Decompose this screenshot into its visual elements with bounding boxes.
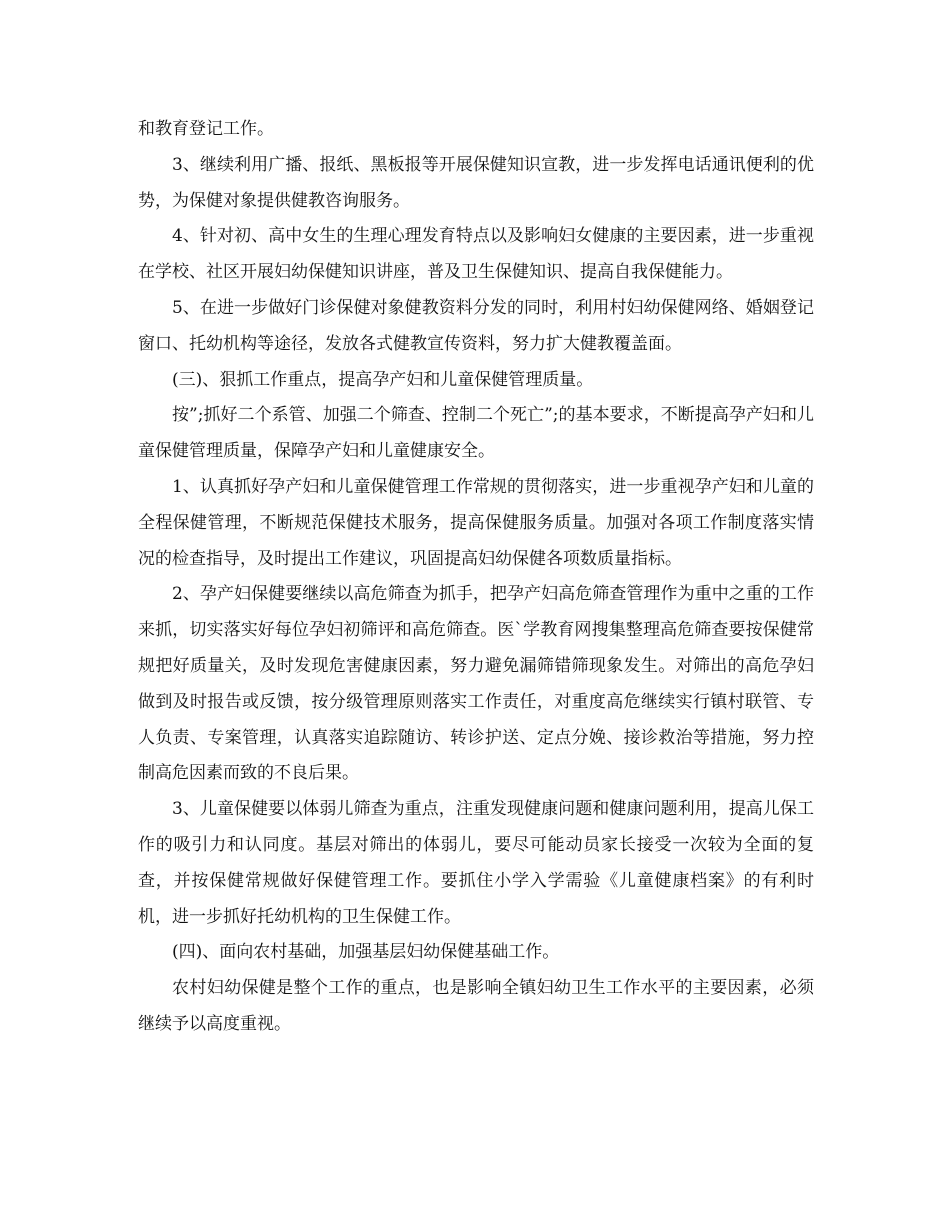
paragraph: 和教育登记工作。 — [138, 119, 274, 139]
paragraph: 3、继续利用广播、报纸、黑板报等开展保健知识宣教，进一步发挥电话通讯便利的优势，为保健对象提供健教咨询服务。 — [138, 154, 814, 211]
paragraph: 4、针对初、高中女生的生理心理发育特点以及影响妇女健康的主要因素，进一步重视在学校、社区开展妇幼保健知识讲座，普及卫生保健知识、提高自我保健能力。 — [138, 226, 814, 283]
paragraph: 3、儿童保健要以体弱儿筛查为重点，注重发现健康问题和健康问题利用，提高儿保工作的吸引力和认同度。基层对筛出的体弱儿，要尽可能动员家长接受一次较为全面的复查，并按保健常规做好保健管理工作。要抓住小学入学需验《儿童健康档案》的有利时机，进一步抓好托幼机构的卫生保健工作。 — [138, 799, 814, 927]
section-heading: (四)、面向农村基础，加强基层妇幼保健基础工作。 — [172, 942, 560, 963]
paragraph: 5、在进一步做好门诊保健对象健教资料分发的同时，利用村妇幼保健网络、婚姻登记窗口、托幼机构等途径，发放各式健教宣传资料，努力扩大健教覆盖面。 — [138, 297, 814, 354]
document-body — [138, 112, 814, 1043]
paragraph: 农村妇幼保健是整个工作的重点，也是影响全镇妇幼卫生工作水平的主要因素，必须继续予以高度重视。 — [138, 978, 814, 1034]
paragraph: 1、认真抓好孕产妇和儿童保健管理工作常规的贯彻落实，进一步重视孕产妇和儿童的全程保健管理，不断规范保健技术服务，提高保健服务质量。加强对各项工作制度落实情况的检查指导，及时提出工作建议，巩固提高妇幼保健各项数质量指标。 — [138, 476, 814, 569]
paragraph: 按”;抓好二个系管、加强二个筛查、控制二个死亡”;的基本要求，不断提高孕产妇和儿童保健管理质量，保障孕产妇和儿童健康安全。 — [138, 405, 814, 462]
paragraph: 2、孕产妇保健要继续以高危筛查为抓手，把孕产妇高危筛查管理作为重中之重的工作来抓，切实落实好每位孕妇初筛评和高危筛查。医`学教育网搜集整理高危筛查要按保健常规把好质量关，及时发现危害健康因素，努力避免漏筛错筛现象发生。对筛出的高危孕妇做到及时报告或反馈，按分级管理原则落实工作责任，对重度高危继续实行镇村联管、专人负责、专案管理，认真落实追踪随访、转诊护送、定点分娩、接诊救治等措施，努力控制高危因素而致的不良后果。 — [138, 584, 814, 784]
section-heading: (三)、狠抓工作重点，提高孕产妇和儿童保健管理质量。 — [172, 369, 594, 390]
